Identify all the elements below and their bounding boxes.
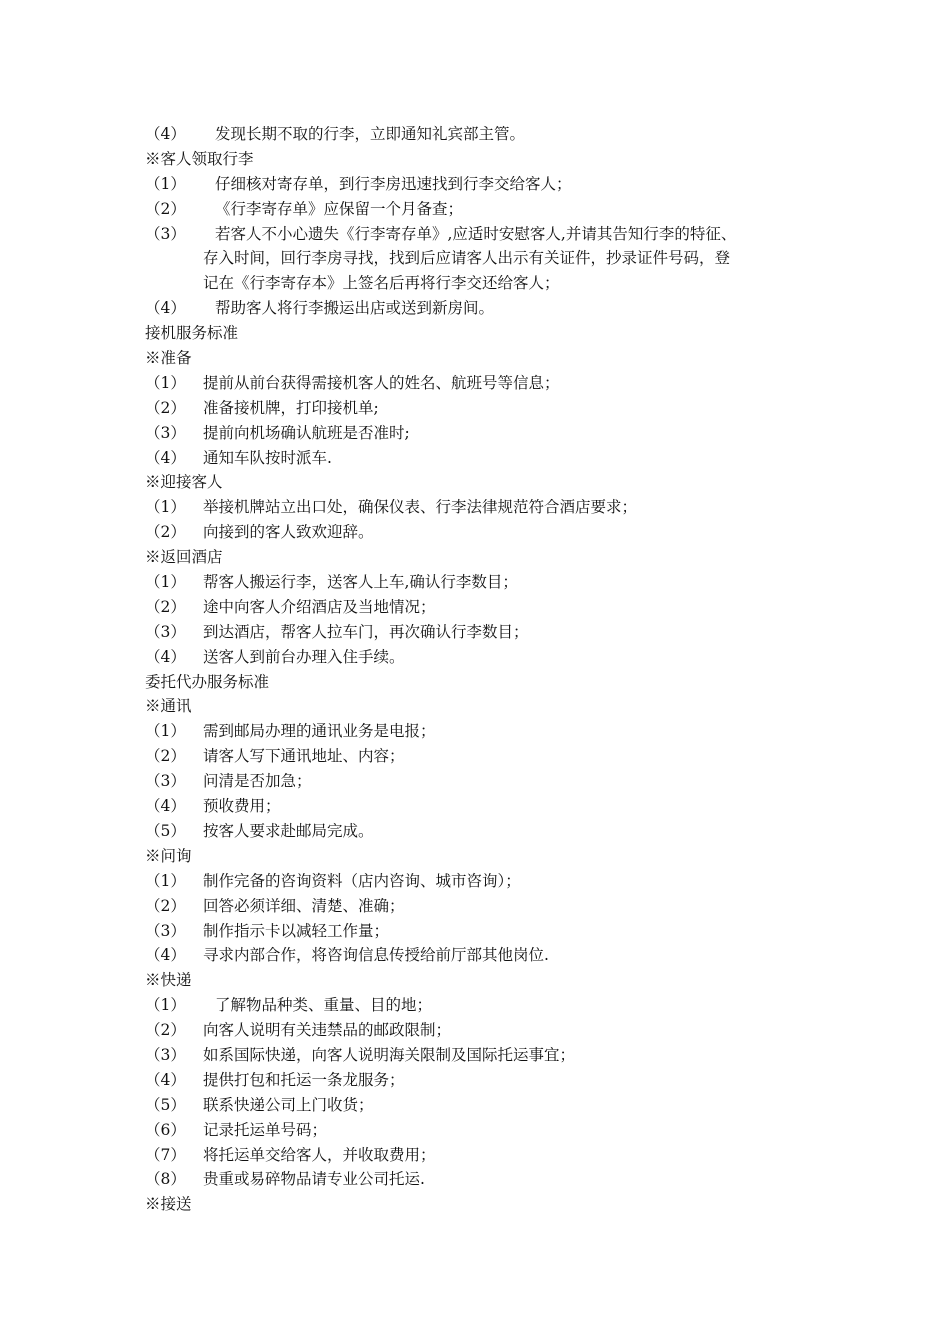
subsection-heading: ※返回酒店 (145, 548, 223, 567)
list-item-text: 《行李寄存单》应保留一个月备查； (215, 199, 464, 218)
subsection-heading: ※接送 (145, 1195, 192, 1214)
list-item-number: （3） (145, 423, 186, 442)
list-item (145, 1093, 825, 1118)
list-item-text: 途中向客人介绍酒店及当地情况； (203, 597, 436, 616)
list-item-number: （2） (145, 523, 186, 542)
list-item-text: 若客人不小心遗失《行李寄存单》,应适时安慰客人,并请其告知行李的特征、 (215, 224, 737, 243)
subsection-heading: ※问询 (145, 846, 192, 865)
section-heading: 委托代办服务标准 (145, 672, 270, 691)
list-item (145, 769, 825, 794)
list-item-number: （2） (145, 398, 186, 417)
list-item (145, 197, 825, 222)
list-item (145, 744, 825, 769)
list-item-text: 举接机牌站立出口处，确保仪表、行李法律规范符合酒店要求； (203, 498, 638, 517)
list-item-number: （1） (145, 722, 186, 741)
list-item (145, 371, 825, 396)
list-item (145, 172, 825, 197)
list-item-text: 将托运单交给客人，并收取费用； (203, 1145, 436, 1164)
list-item-text: 向接到的客人致欢迎辞。 (203, 523, 374, 542)
list-item-number: （1） (145, 373, 186, 392)
list-item-number: （4） (145, 647, 186, 666)
list-item (145, 620, 825, 645)
list-item-number: （2） (145, 1021, 186, 1040)
list-item-number: （4） (145, 797, 186, 816)
list-item (145, 1068, 825, 1093)
list-item-number: （1） (145, 871, 186, 890)
list-item-number: （3） (145, 224, 186, 243)
list-item (145, 520, 825, 545)
list-item-text: 按客人要求赴邮局完成。 (203, 821, 374, 840)
list-item-text: 问清是否加急； (203, 772, 312, 791)
list-item-text: 帮助客人将行李搬运出店或送到新房间。 (215, 299, 495, 318)
list-item (145, 1018, 825, 1043)
list-item-text: 提前向机场确认航班是否准时; (203, 423, 410, 442)
list-item (145, 570, 825, 595)
list-item (145, 819, 825, 844)
list-item (145, 1167, 825, 1192)
list-item-continuation: 记在《行李寄存本》上签名后再将行李交还给客人； (203, 274, 560, 293)
list-item-number: （7） (145, 1145, 186, 1164)
list-item (145, 446, 825, 471)
list-item-number: （3） (145, 1045, 186, 1064)
list-item (145, 595, 825, 620)
list-item (145, 645, 825, 670)
list-item (145, 943, 825, 968)
list-item-text: 寻求内部合作，将咨询信息传授给前厅部其他岗位. (203, 946, 549, 965)
list-item-text: 向客人说明有关违禁品的邮政限制； (203, 1021, 452, 1040)
subsection-heading: ※快递 (145, 971, 192, 990)
list-item-text: 回答必须详细、清楚、准确； (203, 896, 405, 915)
list-item-number: （6） (145, 1120, 186, 1139)
list-item (145, 122, 825, 147)
subsection-heading: ※通讯 (145, 697, 192, 716)
list-item-continuation: 存入时间，回行李房寻找，找到后应请客人出示有关证件，抄录证件号码，登 (203, 249, 731, 268)
document-page (145, 122, 825, 1217)
list-item-text: 准备接机牌，打印接机单; (203, 398, 379, 417)
list-item-number: （4） (145, 946, 186, 965)
list-item-text: 了解物品种类、重量、目的地； (215, 996, 433, 1015)
list-item-text: 到达酒店，帮客人拉车门，再次确认行李数目； (203, 622, 529, 641)
list-item-number: （2） (145, 896, 186, 915)
list-item-text: 仔细核对寄存单，到行李房迅速找到行李交给客人； (215, 174, 572, 193)
list-item-text: 提供打包和托运一条龙服务； (203, 1070, 405, 1089)
list-item (145, 421, 825, 446)
list-item (145, 1118, 825, 1143)
list-item-text: 提前从前台获得需接机客人的姓名、航班号等信息； (203, 373, 560, 392)
list-item-number: （4） (145, 299, 186, 318)
list-item-text: 帮客人搬运行李，送客人上车,确认行李数目； (203, 573, 518, 592)
section-heading: 接机服务标准 (145, 324, 239, 343)
list-item (145, 869, 825, 894)
list-item-number: （4） (145, 125, 186, 143)
list-item-number: （2） (145, 597, 186, 616)
list-item (145, 396, 825, 421)
list-item-number: （2） (145, 199, 186, 218)
list-item-text: 贵重或易碎物品请专业公司托运. (203, 1170, 425, 1189)
list-item-number: （3） (145, 622, 186, 641)
list-item (145, 1143, 825, 1168)
list-item-text: 请客人写下通讯地址、内容； (203, 747, 405, 766)
list-item (145, 296, 825, 321)
list-item-number: （3） (145, 772, 186, 791)
list-item-number: （4） (145, 1070, 186, 1089)
list-item (145, 993, 825, 1018)
list-item-number: （4） (145, 448, 186, 467)
list-item-text: 如系国际快递，向客人说明海关限制及国际托运事宜； (203, 1045, 576, 1064)
list-item (145, 495, 825, 520)
list-item-number: （5） (145, 1095, 186, 1114)
list-item-text: 需到邮局办理的通讯业务是电报； (203, 722, 436, 741)
subsection-heading: ※准备 (145, 349, 192, 368)
list-item-text: 记录托运单号码； (203, 1120, 328, 1139)
subsection-heading: ※客人领取行李 (145, 149, 254, 168)
list-item-text: 通知车队按时派车. (203, 448, 332, 467)
list-item-number: （2） (145, 747, 186, 766)
list-item-number: （1） (145, 573, 186, 592)
list-item (145, 1043, 825, 1068)
list-item (145, 794, 825, 819)
list-item-number: （1） (145, 996, 186, 1015)
list-item (145, 919, 825, 944)
subsection-heading: ※迎接客人 (145, 473, 223, 492)
list-item-text: 制作完备的咨询资料（店内咨询、城市咨询）； (203, 871, 521, 890)
list-item-text: 预收费用； (203, 797, 281, 816)
list-item-number: （8） (145, 1170, 186, 1189)
list-item-text: 送客人到前台办理入住手续。 (203, 647, 405, 666)
list-item (145, 222, 825, 247)
list-item-number: （1） (145, 498, 186, 517)
list-item-text: 制作指示卡以减轻工作量； (203, 921, 390, 940)
list-item-number: （5） (145, 821, 186, 840)
list-item-text: 发现长期不取的行李，立即通知礼宾部主管。 (215, 125, 526, 143)
list-item (145, 894, 825, 919)
list-item (145, 719, 825, 744)
list-item-text: 联系快递公司上门收货； (203, 1095, 374, 1114)
list-item-number: （1） (145, 174, 186, 193)
list-item-number: （3） (145, 921, 186, 940)
